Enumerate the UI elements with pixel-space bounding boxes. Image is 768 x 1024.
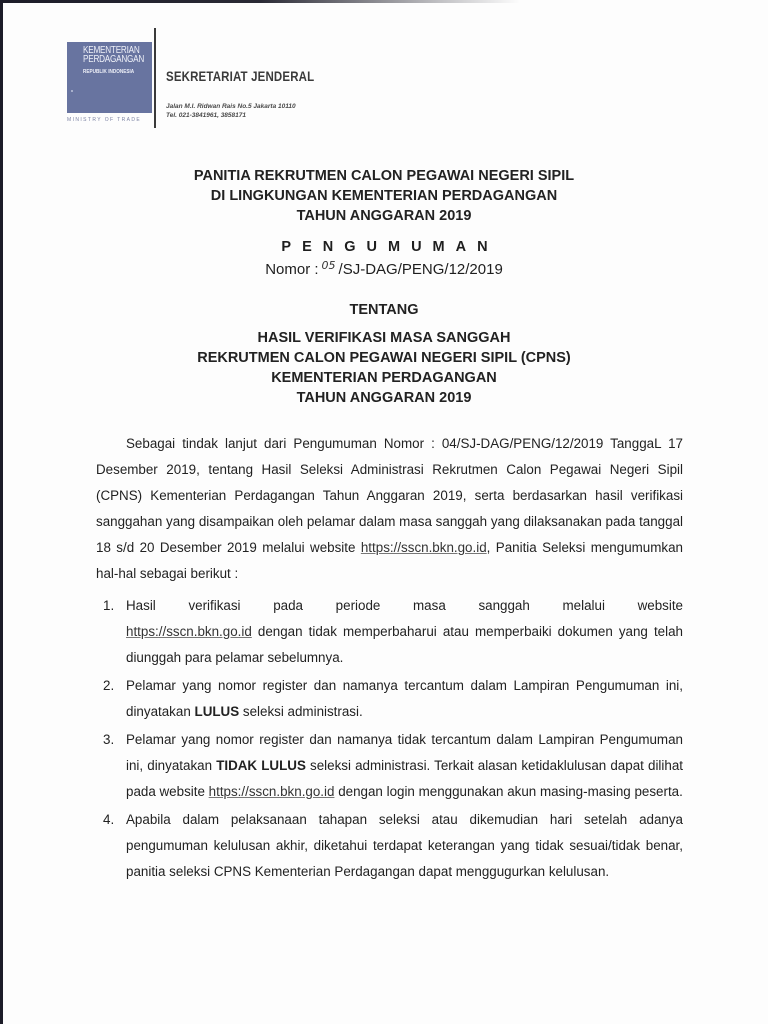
list-item: 4. Apabila dalam pelaksanaan tahapan seleksi atau dikemudian hari setelah adanya pengumuman kelulusan akhir, diketahui terdapat keterangan yang tidak sesuai/tidak benar, panitia seleksi CPNS Kementerian Perdagangan dapat menggugurkan kelulusan.	[103, 812, 683, 879]
logo-caption: MINISTRY OF TRADE	[67, 117, 142, 123]
announcement-block	[0, 238, 768, 280]
status-lulus: LULUS	[194, 704, 240, 719]
number-suffix: /SJ-DAG/PENG/12/2019	[338, 261, 503, 278]
announcement-number	[0, 256, 768, 280]
scan-border-top	[0, 0, 520, 3]
document-body	[96, 431, 683, 887]
ministry-logo	[67, 42, 152, 113]
heading-line-3: TAHUN ANGGARAN 2019	[296, 208, 472, 224]
letterhead-divider	[154, 28, 156, 128]
list-item: 3. Pelamar yang nomor register dan namanya tidak tercantum dalam Lampiran Pengumuman ini, dinyatakan TIDAK LULUS seleksi administrasi. Terkait alasan ketidaklulusan dapat dilihat pada website https://sscn.bkn.go.id dengan login menggunakan akun masing-masing peserta.	[103, 732, 683, 799]
org-name: SEKRETARIAT JENDERAL	[166, 68, 315, 84]
org-address: Jalan M.I. Ridwan Rais No.5 Jakarta 10110	[166, 103, 296, 110]
logo-text-line3: REPUBLIK INDONESIA	[83, 69, 135, 75]
logo-dot	[71, 90, 73, 92]
announcement-list	[96, 593, 683, 885]
list-item: 1. Hasil verifikasi pada periode masa sanggah melalui website https://sscn.bkn.go.id dengan tidak memperbaharui atau memperbaiki dokumen yang telah diunggah para pelamar sebelumnya.	[103, 598, 683, 665]
subject-line-2: REKRUTMEN CALON PEGAWAI NEGERI SIPIL (CPNS)	[197, 350, 571, 366]
bkn-link[interactable]: https://sscn.bkn.go.id	[126, 624, 252, 639]
bkn-link[interactable]: https://sscn.bkn.go.id	[208, 784, 335, 799]
heading-line-2: DI LINGKUNGAN KEMENTERIAN PERDAGANGAN	[210, 188, 558, 204]
subject-block	[0, 300, 768, 408]
number-label: Nomor :	[265, 261, 319, 278]
bkn-link[interactable]: https://sscn.bkn.go.id	[360, 540, 487, 555]
intro-paragraph: Sebagai tindak lanjut dari Pengumuman Nomor : 04/SJ-DAG/PENG/12/2019 TanggaL 17 Desember 2019, tentang Hasil Seleksi Administrasi Rekrutmen Calon Pegawai Negeri Sipil (CPNS) Kementerian Perdagangan Tahun Anggaran 2019, serta berdasarkan hasil verifikasi sanggahan yang disampaikan oleh pelamar dalam masa sanggah yang dilaksanakan pada tanggal 18 s/d 20 Desember 2019 melalui website https://sscn.bkn.go.id, Panitia Seleksi mengumumkan hal-hal sebagai berikut :	[96, 436, 683, 581]
subject-line-3: KEMENTERIAN PERDAGANGAN	[271, 370, 497, 386]
heading-block	[0, 166, 768, 226]
scan-border-left	[0, 0, 3, 1024]
org-phone: Tel. 021-3841961, 3858171	[166, 112, 246, 119]
heading-line-1: PANITIA REKRUTMEN CALON PEGAWAI NEGERI SIPIL	[193, 168, 575, 184]
subject-label: TENTANG	[349, 302, 419, 318]
logo-text-line1: KEMENTERIAN	[83, 45, 140, 56]
subject-line-1: HASIL VERIFIKASI MASA SANGGAH	[257, 330, 511, 346]
status-tidak-lulus: TIDAK LULUS	[216, 758, 306, 773]
logo-text-line2: PERDAGANGAN	[83, 54, 145, 65]
number-handwritten: 05	[321, 259, 336, 272]
subject-line-4: TAHUN ANGGARAN 2019	[296, 390, 472, 406]
announcement-title: PENGUMUMAN	[281, 239, 499, 255]
list-item: 2. Pelamar yang nomor register dan namanya tercantum dalam Lampiran Pengumuman ini, dinyatakan LULUS seleksi administrasi.	[103, 678, 683, 719]
letterhead	[67, 40, 367, 130]
